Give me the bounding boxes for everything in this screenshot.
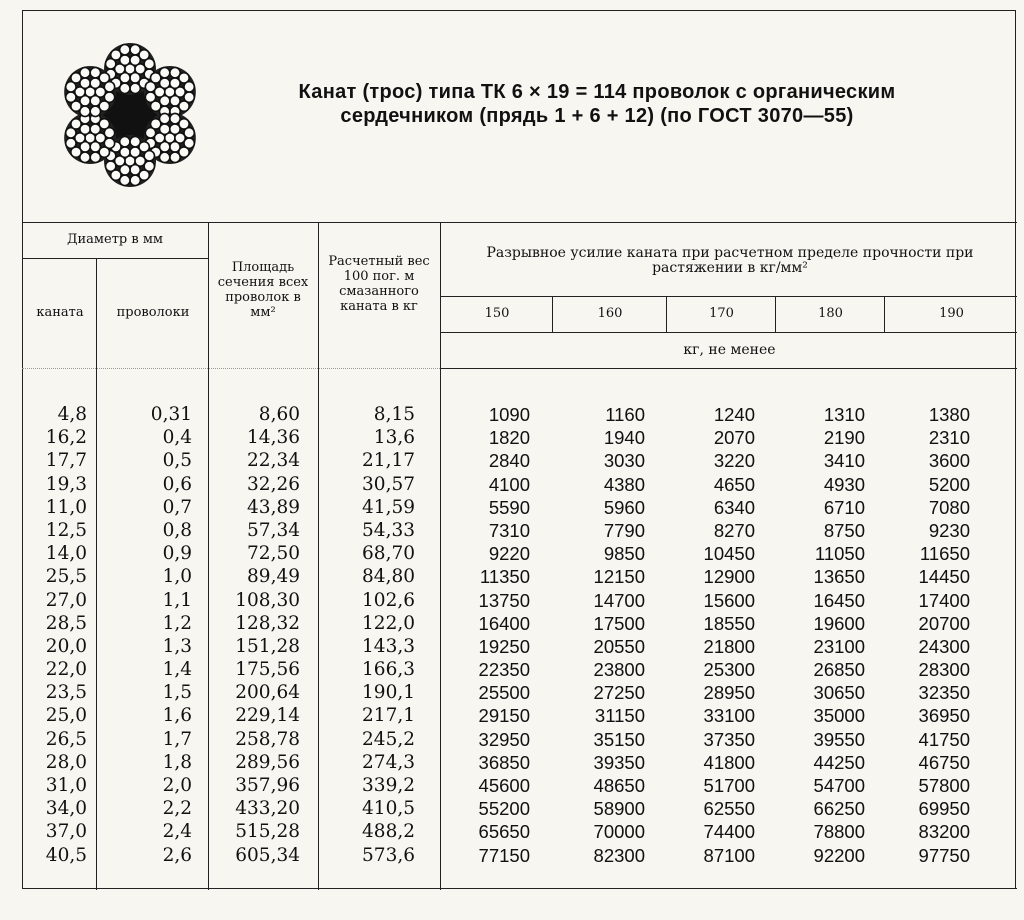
table-cell: 166,3: [362, 659, 415, 681]
table-cell: 7310: [488, 519, 530, 541]
table-row: [22, 473, 1017, 496]
table-cell: 84,80: [362, 566, 415, 588]
table-cell: 0,6: [162, 473, 192, 495]
table-cell: 12900: [703, 566, 755, 588]
table-cell: 2840: [488, 450, 530, 472]
table-cell: 29150: [478, 705, 530, 727]
table-cell: 28,0: [45, 751, 87, 773]
table-cell: 23800: [593, 659, 645, 681]
table-cell: 37,0: [45, 821, 87, 843]
table-cell: 0,5: [162, 450, 192, 472]
table-cell: 0,4: [162, 427, 192, 449]
table-cell: 31,0: [45, 775, 87, 796]
table-cell: 39550: [813, 728, 865, 750]
table-row: [22, 774, 1017, 797]
table-cell: 65650: [478, 821, 530, 843]
table-cell: 151,28: [235, 635, 300, 657]
table-cell: 17500: [593, 612, 645, 634]
table-cell: 8,15: [373, 404, 415, 425]
table-cell: 488,2: [362, 821, 415, 843]
title-line-1: Канат (трос) типа ТК 6 × 19 = 114 проволок с органическим: [298, 81, 896, 103]
table-cell: 74400: [703, 821, 755, 843]
table-row: [22, 751, 1017, 774]
table-cell: 5590: [488, 496, 530, 518]
table-cell: 3220: [713, 450, 755, 472]
table-cell: 6710: [823, 496, 865, 518]
table-cell: 5200: [928, 473, 970, 495]
table-row: [22, 681, 1017, 704]
table-row: [22, 589, 1017, 612]
header-rule: [440, 368, 1017, 369]
table-cell: 289,56: [235, 751, 300, 773]
col-divider: [884, 296, 885, 332]
table-cell: 28300: [918, 659, 970, 681]
table-cell: 48650: [593, 775, 645, 796]
table-cell: 22350: [478, 659, 530, 681]
table-row: [22, 403, 1017, 426]
header-wire-diameter: проволоки: [116, 305, 190, 320]
table-cell: 357,96: [235, 775, 300, 796]
table-cell: 8270: [713, 519, 755, 541]
table-cell: 32,26: [247, 473, 300, 495]
table-cell: 2,4: [162, 821, 192, 843]
table-cell: 32950: [478, 728, 530, 750]
table-cell: 2,2: [162, 798, 192, 820]
table-cell: 87100: [703, 844, 755, 866]
table-cell: 108,30: [235, 589, 300, 611]
table-cell: 39350: [593, 751, 645, 773]
table-cell: 41750: [918, 728, 970, 750]
table-row: [22, 658, 1017, 681]
table-cell: 21800: [703, 635, 755, 657]
table-cell: 4930: [823, 473, 865, 495]
table-row: [22, 565, 1017, 588]
table-cell: 410,5: [362, 798, 415, 820]
table-cell: 83200: [918, 821, 970, 843]
table-cell: 19250: [478, 635, 530, 657]
table-cell: 77150: [478, 844, 530, 866]
table-cell: 175,56: [235, 659, 300, 681]
table-row: [22, 728, 1017, 751]
table-cell: 122,0: [362, 612, 415, 634]
table-cell: 16,2: [45, 427, 87, 449]
table-cell: 8,60: [258, 404, 300, 425]
table-cell: 1310: [823, 404, 865, 425]
header-rule: [440, 296, 1017, 297]
table-row: [22, 496, 1017, 519]
table-cell: 57,34: [247, 519, 300, 541]
table-cell: 143,3: [362, 635, 415, 657]
table-cell: 245,2: [362, 728, 415, 750]
table-cell: 1820: [488, 427, 530, 449]
table-cell: 27,0: [45, 589, 87, 611]
table-cell: 30,57: [362, 473, 415, 495]
table-cell: 57800: [918, 775, 970, 796]
table-cell: 97750: [918, 844, 970, 866]
table-row: [22, 449, 1017, 472]
table-cell: 20550: [593, 635, 645, 657]
table-cell: 28950: [703, 682, 755, 704]
table-row: [22, 797, 1017, 820]
title-block: [22, 10, 1017, 223]
table-cell: 21,17: [362, 450, 415, 472]
table-row: [22, 542, 1017, 565]
table-cell: 92200: [813, 844, 865, 866]
table-cell: 11050: [814, 543, 865, 565]
table-cell: 9850: [603, 543, 645, 565]
table-cell: 54,33: [362, 519, 415, 541]
table-cell: 25300: [703, 659, 755, 681]
table-cell: 1,1: [162, 589, 192, 611]
table-cell: 27250: [593, 682, 645, 704]
header-strength-160: 160: [597, 306, 623, 321]
header-rule: [22, 368, 440, 369]
table-cell: 11650: [919, 543, 970, 565]
table-cell: 68,70: [362, 543, 415, 565]
table-cell: 1090: [488, 404, 530, 425]
col-divider: [775, 296, 776, 332]
table-cell: 30650: [813, 682, 865, 704]
table-cell: 11350: [479, 566, 530, 588]
table-cell: 20,0: [45, 635, 87, 657]
table-cell: 7790: [603, 519, 645, 541]
table-cell: 605,34: [235, 844, 300, 866]
table-cell: 70000: [593, 821, 645, 843]
table-cell: 13750: [478, 589, 530, 611]
table-cell: 26850: [813, 659, 865, 681]
header-rule: [440, 332, 1017, 333]
table-cell: 433,20: [235, 798, 300, 820]
table-cell: 0,7: [162, 496, 192, 518]
table-row: [22, 635, 1017, 658]
table-cell: 5960: [603, 496, 645, 518]
table-cell: 14700: [593, 589, 645, 611]
table-cell: 23100: [813, 635, 865, 657]
table-cell: 1,6: [162, 705, 192, 727]
table-cell: 36950: [918, 705, 970, 727]
table-cell: 2310: [928, 427, 970, 449]
table-cell: 4380: [603, 473, 645, 495]
table-cell: 25500: [478, 682, 530, 704]
table-cell: 40,5: [45, 844, 87, 866]
table-cell: 26,5: [45, 728, 87, 750]
table-cell: 15600: [703, 589, 755, 611]
table-cell: 13650: [813, 566, 865, 588]
title-line-2: сердечником (прядь 1 + 6 + 12) (по ГОСТ 3070—55): [340, 105, 854, 127]
table-cell: 4100: [488, 473, 530, 495]
table-cell: 515,28: [235, 821, 300, 843]
table-cell: 12,5: [45, 519, 87, 541]
table-cell: 2,6: [162, 844, 192, 866]
table-cell: 0,9: [162, 543, 192, 565]
table-cell: 8750: [823, 519, 865, 541]
table-cell: 200,64: [235, 682, 300, 704]
table-cell: 0,31: [150, 404, 192, 425]
table-cell: 9230: [928, 519, 970, 541]
table-cell: 102,6: [362, 589, 415, 611]
table-cell: 24300: [918, 635, 970, 657]
table-cell: 45600: [478, 775, 530, 796]
table-cell: 14,0: [45, 543, 87, 565]
table-cell: 16400: [478, 612, 530, 634]
table-cell: 1160: [605, 404, 645, 425]
table-body: [22, 403, 1017, 867]
table-cell: 82300: [593, 844, 645, 866]
units-note: кг, не менее: [683, 342, 776, 358]
table-cell: 62550: [703, 798, 755, 820]
table-cell: 78800: [813, 821, 865, 843]
table-cell: 54700: [813, 775, 865, 796]
table-cell: 23,5: [45, 682, 87, 704]
table-cell: 25,5: [45, 566, 87, 588]
table-cell: 7080: [928, 496, 970, 518]
header-strength-180: 180: [818, 306, 843, 321]
header-strength-150: 150: [484, 306, 510, 321]
table-cell: 72,50: [247, 543, 300, 565]
table-cell: 35150: [593, 728, 645, 750]
table-cell: 4650: [713, 473, 755, 495]
table-cell: 2190: [823, 427, 865, 449]
table-cell: 58900: [593, 798, 645, 820]
table-cell: 128,32: [235, 612, 300, 634]
table-cell: 43,89: [247, 496, 300, 518]
table-cell: 17400: [918, 589, 970, 611]
page-title: [202, 80, 992, 128]
table-cell: 14,36: [247, 427, 300, 449]
table-cell: 34,0: [45, 798, 87, 820]
table-cell: 31150: [594, 705, 645, 727]
table-cell: 2070: [713, 427, 755, 449]
table-row: [22, 612, 1017, 635]
table-cell: 1,0: [162, 566, 192, 588]
table-cell: 46750: [918, 751, 970, 773]
table-cell: 13,6: [373, 427, 415, 449]
table-cell: 3600: [928, 450, 970, 472]
table-cell: 18550: [703, 612, 755, 634]
col-divider: [666, 296, 667, 332]
table-cell: 274,3: [362, 751, 415, 773]
header-strength-170: 170: [709, 306, 734, 321]
table-cell: 217,1: [362, 705, 415, 727]
table-cell: 1,5: [162, 682, 192, 704]
table-cell: 1380: [928, 404, 970, 425]
table-cell: 37350: [703, 728, 755, 750]
table-cell: 229,14: [235, 705, 300, 727]
table-cell: 35000: [813, 705, 865, 727]
table-cell: 28,5: [45, 612, 87, 634]
table-row: [22, 820, 1017, 843]
table-cell: 44250: [813, 751, 865, 773]
table-cell: 36850: [478, 751, 530, 773]
table-cell: 32350: [918, 682, 970, 704]
header-weight: Расчетный вес 100 пог. м смазанного каната в кг: [328, 254, 430, 314]
header-diameter: Диаметр в мм: [66, 232, 164, 247]
table-cell: 41,59: [362, 496, 415, 518]
table-cell: 1,7: [162, 728, 192, 750]
table-cell: 41800: [703, 751, 755, 773]
table-bottom-rule: [22, 888, 1017, 889]
table-cell: 66250: [813, 798, 865, 820]
table-cell: 51700: [703, 775, 755, 796]
table-cell: 3410: [823, 450, 865, 472]
table-cell: 12150: [593, 566, 645, 588]
table-cell: 19600: [813, 612, 865, 634]
table-cell: 573,6: [362, 844, 415, 866]
table-cell: 14450: [918, 566, 970, 588]
table-cell: 22,0: [45, 659, 87, 681]
table-cell: 1940: [603, 427, 645, 449]
table-cell: 9220: [488, 543, 530, 565]
table-cell: 55200: [478, 798, 530, 820]
table-row: [22, 519, 1017, 542]
table-cell: 4,8: [57, 404, 87, 425]
table-cell: 11,0: [45, 496, 87, 518]
table-cell: 1,2: [162, 612, 192, 634]
table-cell: 20700: [918, 612, 970, 634]
table-cell: 3030: [603, 450, 645, 472]
table-cell: 89,49: [247, 566, 300, 588]
table-cell: 1240: [713, 404, 755, 425]
table-cell: 1,3: [162, 635, 192, 657]
wire-rope-cross-section-icon: [50, 30, 210, 200]
table-row: [22, 704, 1017, 727]
col-divider: [552, 296, 553, 332]
table-cell: 69950: [918, 798, 970, 820]
table-cell: 22,34: [247, 450, 300, 472]
header-area: Площадь сечения всех проволок в мм²: [217, 260, 309, 320]
table-cell: 16450: [813, 589, 865, 611]
table-cell: 25,0: [45, 705, 87, 727]
table-cell: 6340: [713, 496, 755, 518]
table-cell: 0,8: [162, 519, 192, 541]
table-cell: 33100: [703, 705, 755, 727]
header-strength-190: 190: [939, 306, 964, 321]
table-cell: 258,78: [235, 728, 300, 750]
table-row: [22, 844, 1017, 867]
table-row: [22, 426, 1017, 449]
table-cell: 10450: [703, 543, 755, 565]
table-cell: 1,8: [162, 751, 192, 773]
header-breaking-force: Разрывное усилие каната при расчетном пределе прочности при растяжении в кг/мм²: [486, 245, 974, 276]
table-cell: 1,4: [162, 659, 192, 681]
table-cell: 2,0: [162, 775, 192, 796]
table-cell: 339,2: [362, 775, 415, 796]
table-cell: 17,7: [45, 450, 87, 472]
header-rule: [22, 258, 208, 259]
table-cell: 190,1: [362, 682, 415, 704]
header-rope-diameter: каната: [36, 305, 84, 320]
table-cell: 19,3: [45, 473, 87, 495]
